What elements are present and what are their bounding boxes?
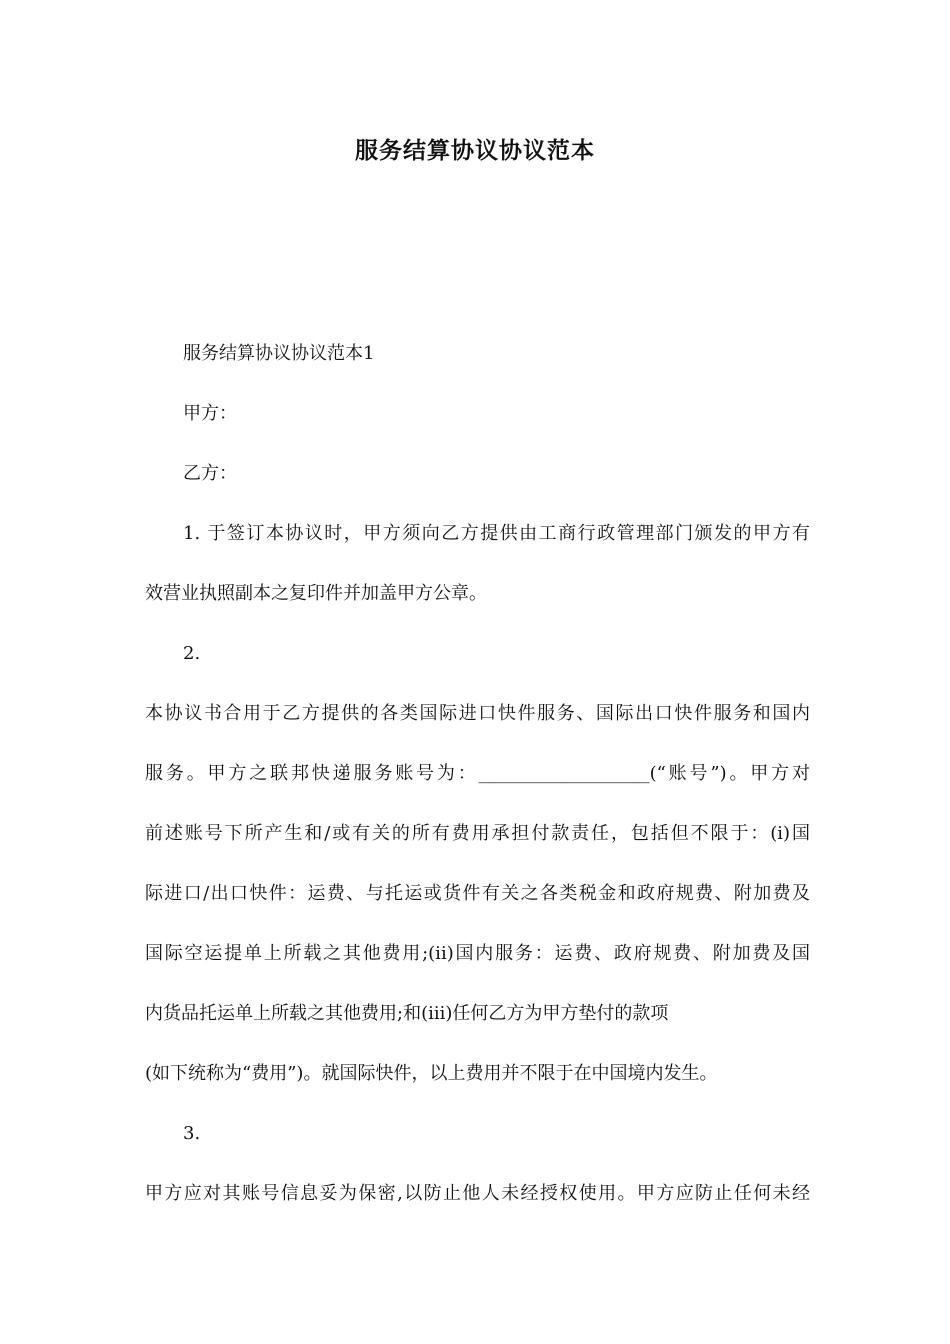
clause-2-number: 2. (183, 643, 201, 664)
clause-2-line-2: 服务。甲方之联邦快递服务账号为：___________________(“账号”)。甲方对 (145, 763, 810, 784)
clause-2-line-5: 国际空运提单上所载之其他费用;(ii)国内服务：运费、政府规费、附加费及国 (145, 943, 810, 964)
party-a-label: 甲方： (183, 403, 237, 424)
clause-2-line-3: 前述账号下所产生和/或有关的所有费用承担付款责任，包括但不限于：(i)国 (145, 823, 810, 844)
party-b-label: 乙方： (183, 463, 237, 484)
clause-2-line-7: (如下统称为“费用”)。就国际快件，以上费用并不限于在中国境内发生。 (145, 1063, 718, 1084)
clause-1-line-2: 效营业执照副本之复印件并加盖甲方公章。 (145, 583, 487, 604)
document-title: 服务结算协议协议范本 (355, 137, 595, 164)
clause-2-line-4: 际进口/出口快件：运费、与托运或货件有关之各类税金和政府规费、附加费及 (145, 883, 810, 904)
clause-3-line-1: 甲方应对其账号信息妥为保密,以防止他人未经授权使用。甲方应防止任何未经 (145, 1183, 810, 1204)
section-heading: 服务结算协议协议范本1 (183, 343, 375, 364)
clause-1-line-1: 1. 于签订本协议时，甲方须向乙方提供由工商行政管理部门颁发的甲方有 (183, 523, 810, 544)
clause-2-line-1: 本协议书合用于乙方提供的各类国际进口快件服务、国际出口快件服务和国内 (145, 703, 810, 724)
clause-2-line-6: 内货品托运单上所载之其他费用;和(iii)任何乙方为甲方垫付的款项 (145, 1003, 669, 1024)
clause-3-number: 3. (183, 1123, 201, 1144)
